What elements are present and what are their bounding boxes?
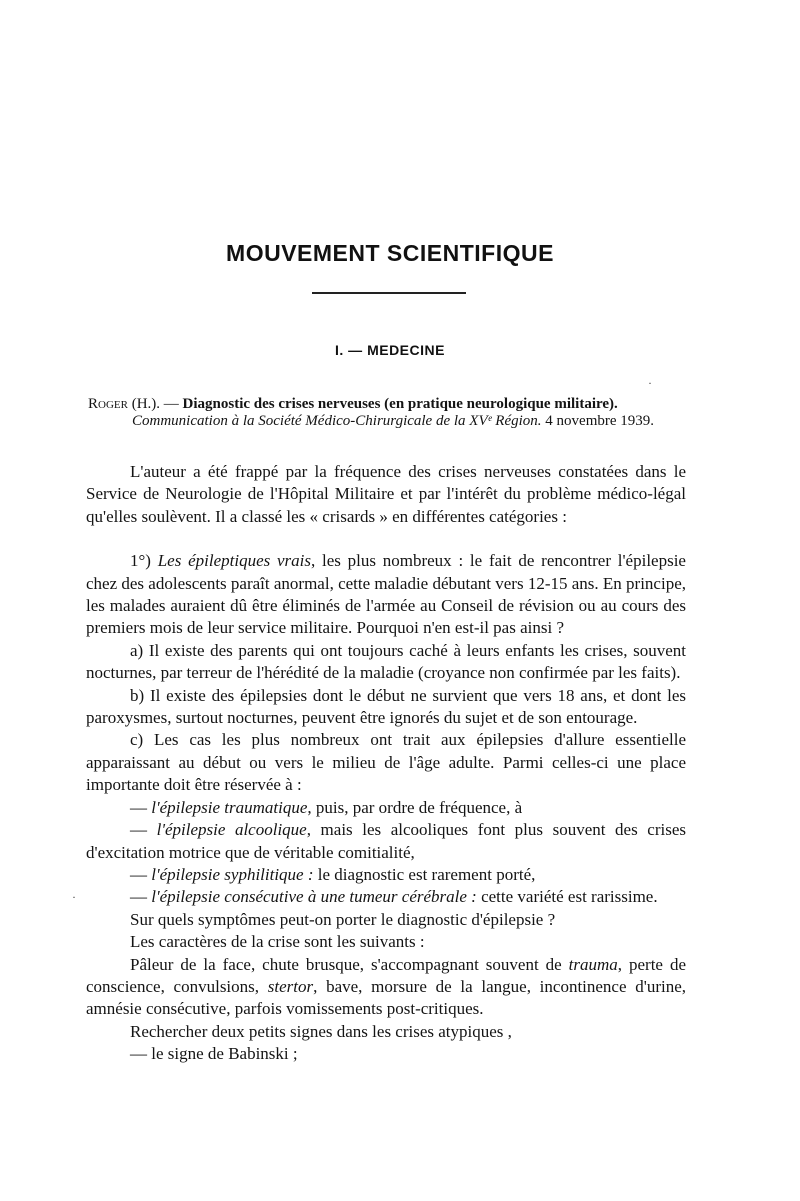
item-1-number: 1°)	[130, 551, 158, 571]
paragraph-babinski	[86, 1043, 686, 1065]
sub-alcoolique-text: , mais les alcooliques font plus souvent des crises d'excitation motrice que de véritable comitialité,	[86, 820, 687, 862]
symptomes-stertor: stertor	[267, 976, 314, 996]
item-1-text: , les plus nombreux : le fait de rencontrer l'épilepsie chez des adolescents paraît anormal, cette maladie débutant vers 12-15 ans. En principe, les malades auraient dû être éliminés de l'armée au Conseil de révision ou au cours des premiers mois de leur service militaire. Pourquoi n'en est-il pas ainsi ?	[86, 551, 686, 638]
paragraph-rechercher: Rechercher deux petits signes dans les crises atypiques ,	[130, 1021, 512, 1041]
title-divider	[312, 292, 466, 294]
reference-dash: —	[160, 396, 183, 412]
sub-syphilitique-title: l'épilepsie syphilitique :	[151, 864, 314, 884]
print-speck: ·	[648, 376, 652, 390]
reference-date: 4 novembre 1939.	[541, 413, 655, 429]
reference-author: Roger (H.).	[88, 396, 161, 412]
babinski-text: le signe de Babinski ;	[151, 1044, 298, 1064]
symptomes-text-1: Pâleur de la face, chute brusque, s'accompagnant souvent de	[130, 954, 569, 974]
list-dash: —	[130, 864, 152, 884]
article-body	[86, 461, 686, 1066]
paragraph-sub-tumeur	[86, 886, 686, 908]
paragraph-caracteres: Les caractères de la crise sont les suivants :	[130, 932, 425, 952]
item-1-title: Les épileptiques vrais	[157, 551, 311, 571]
list-dash: —	[130, 820, 157, 840]
paragraph-item-c: c) Les cas les plus nombreux ont trait aux épilepsies d'allure essentielle apparaissant au début ou vers le milieu de l'âge adulte. Parmi celles-ci une place importante doit être réservée à :	[86, 730, 686, 795]
paragraph-question: Sur quels symptômes peut-on porter le diagnostic d'épilepsie ?	[130, 909, 556, 929]
paragraph-item-b: b) Il existe des épilepsies dont le début ne survient que vers 18 ans, et dont les paroxysmes, surtout nocturnes, peuvent être ignorés du sujet et de son entourage.	[86, 685, 686, 728]
paragraph-sub-syphilitique	[86, 864, 686, 886]
paragraph-intro: L'auteur a été frappé par la fréquence des crises nerveuses constatées dans le Service de Neurologie de l'Hôpital Militaire et par l'intérêt du problème médico-légal qu'elles soulèvent. Il a classé les « crisards » en différentes catégories :	[86, 462, 686, 526]
section-title: I. — MEDECINE	[335, 342, 445, 358]
list-dash: —	[130, 797, 152, 817]
sub-traumatique-title: l'épilepsie traumatique	[151, 797, 308, 817]
reference-source	[88, 413, 694, 430]
page-title: MOUVEMENT SCIENTIFIQUE	[226, 240, 554, 266]
sub-traumatique-text: , puis, par ordre de fréquence, à	[307, 797, 523, 817]
sub-tumeur-title: l'épilepsie consécutive à une tumeur cérébrale :	[151, 887, 477, 907]
sub-alcoolique-title: l'épilepsie alcoolique	[156, 820, 307, 840]
paragraph-symptomes	[86, 954, 686, 1021]
symptomes-text-3: , bave, morsure de la langue, incontinence d'urine, amnésie consécutive, parfois vomissements post-critiques.	[86, 976, 686, 1019]
paragraph-sub-traumatique	[86, 797, 686, 819]
paragraph-sub-alcoolique	[86, 819, 686, 864]
reference-title: Diagnostic des crises nerveuses (en pratique neurologique militaire).	[182, 396, 618, 412]
paragraph-item-a: a) Il existe des parents qui ont toujours caché à leurs enfants les crises, souvent nocturnes, par terreur de l'hérédité de la maladie (croyance non confirmée par les faits).	[86, 640, 686, 683]
paragraph-item-1	[86, 550, 686, 640]
sub-syphilitique-text: le diagnostic est rarement porté,	[313, 864, 536, 884]
reference-venue: Communication à la Société Médico-Chirurgicale de la XVᵉ Région.	[132, 413, 542, 429]
symptomes-trauma: trauma	[568, 954, 618, 974]
list-dash: —	[130, 887, 152, 907]
print-speck: ·	[72, 890, 76, 904]
sub-tumeur-text: cette variété est rarissime.	[476, 887, 658, 907]
symptomes-text-2: , perte de conscience, convulsions,	[86, 954, 686, 996]
list-dash: —	[130, 1044, 152, 1064]
bibliographic-reference	[88, 396, 694, 430]
